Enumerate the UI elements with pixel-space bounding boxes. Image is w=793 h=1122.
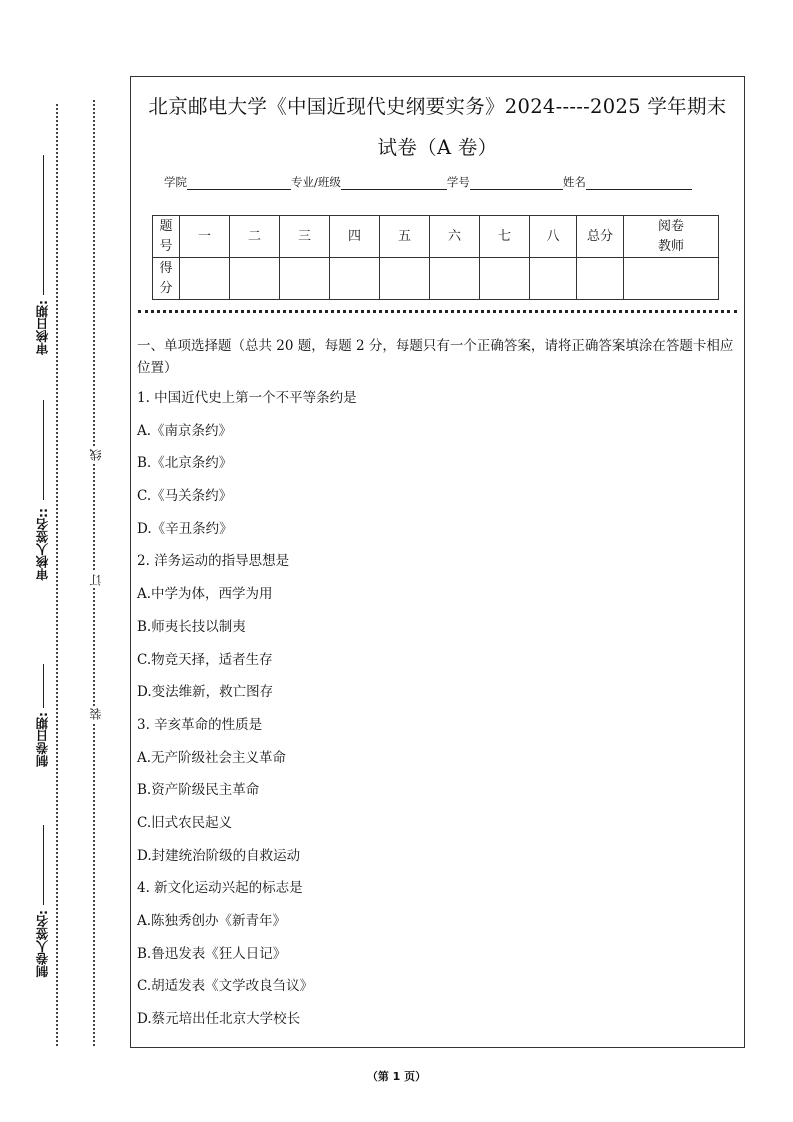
score-cell xyxy=(577,258,624,300)
score-col-8: 八 xyxy=(530,216,577,258)
score-col-6: 六 xyxy=(430,216,480,258)
name-blank[interactable] xyxy=(586,176,692,190)
question-stem: 1. 中国近代史上第一个不平等条约是 xyxy=(137,390,357,406)
score-cell xyxy=(480,258,530,300)
binding-char-ding: 订 xyxy=(89,574,103,586)
score-cell xyxy=(330,258,380,300)
score-table-score-row xyxy=(153,258,719,300)
score-cell xyxy=(230,258,280,300)
score-cell xyxy=(530,258,577,300)
answer-option: C.旧式农民起义 xyxy=(137,814,233,831)
answer-option: A.《南京条约》 xyxy=(137,422,233,439)
score-col-4: 四 xyxy=(330,216,380,258)
question-lines xyxy=(137,389,741,1043)
answer-option: D.《辛丑条约》 xyxy=(137,520,233,537)
score-cell xyxy=(624,258,719,300)
question-stem: 4. 新文化运动兴起的标志是 xyxy=(137,880,303,897)
answer-option: C.胡适发表《文学改良刍议》 xyxy=(137,978,314,995)
score-col-1: 一 xyxy=(180,216,230,258)
answer-option: D.蔡元培出任北京大学校长 xyxy=(137,1011,301,1028)
score-col-3: 三 xyxy=(280,216,330,258)
answer-option: A.无产阶级社会主义革命 xyxy=(137,749,287,766)
answer-option: C.物竞天择，适者生存 xyxy=(137,651,273,668)
score-table-row1-label: 题 号 xyxy=(153,216,180,258)
major-class-label: 专业/班级 xyxy=(291,175,341,189)
score-col-total: 总分 xyxy=(577,216,624,258)
dotted-separator xyxy=(138,310,737,313)
margin-reviewer-date-label: 审核日期: xyxy=(35,300,50,355)
name-label: 姓名 xyxy=(562,175,586,189)
score-cell xyxy=(180,258,230,300)
score-table xyxy=(152,215,719,300)
exam-title-line2: 试卷（A 卷） xyxy=(377,136,498,159)
score-col-5: 五 xyxy=(380,216,430,258)
score-col-2: 二 xyxy=(230,216,280,258)
page-number: （第 1 页） xyxy=(366,1070,427,1083)
margin-reviewer-date-line xyxy=(43,155,44,295)
question-section xyxy=(137,335,741,1043)
margin-reviewer-sign-line xyxy=(43,400,44,500)
student-id-blank[interactable] xyxy=(470,176,563,190)
margin-maker-sign-label: 制卷人签名: xyxy=(35,910,50,978)
dotted-binding-line-outer xyxy=(56,104,58,1046)
answer-option: A.中学为体，西学为用 xyxy=(137,586,273,603)
college-blank[interactable] xyxy=(187,176,291,190)
major-class-blank[interactable] xyxy=(341,176,447,190)
college-label: 学院 xyxy=(164,175,187,189)
score-cell xyxy=(380,258,430,300)
section-heading: 一、单项选择题（总共 20 题，每题 2 分，每题只有一个正确答案，请将正确答案填涂在答题卡相应位置） xyxy=(137,338,734,376)
exam-title-line1: 北京邮电大学《中国近现代史纲要实务》2024-----2025 学年期末 xyxy=(148,95,727,118)
score-col-7: 七 xyxy=(480,216,530,258)
score-table-row2-label: 得 分 xyxy=(153,258,180,300)
answer-option: A.陈独秀创办《新青年》 xyxy=(137,913,287,929)
score-cell xyxy=(430,258,480,300)
score-cell xyxy=(280,258,330,300)
student-info-row xyxy=(164,174,692,190)
answer-option: B.资产阶级民主革命 xyxy=(137,782,260,799)
answer-option: D.封建统治阶级的自救运动 xyxy=(137,847,301,864)
exam-frame xyxy=(130,76,745,1048)
margin-maker-sign-line xyxy=(43,825,44,905)
question-stem: 2. 洋务运动的指导思想是 xyxy=(137,553,290,570)
binding-char-zhuang: 装 xyxy=(89,708,103,720)
answer-option: D.变法维新，救亡图存 xyxy=(137,684,274,701)
score-table-header-row xyxy=(153,216,719,258)
margin-maker-date-label: 制卷日期: xyxy=(35,712,50,767)
answer-option: B.师夷长技以制夷 xyxy=(137,618,246,635)
answer-option: B.鲁迅发表《狂人日记》 xyxy=(137,945,287,962)
binding-char-xian: 线 xyxy=(89,449,103,461)
score-col-grader: 阅卷 教师 xyxy=(624,216,719,258)
answer-option: C.《马关条约》 xyxy=(137,488,233,505)
student-id-label: 学号 xyxy=(446,175,470,189)
question-stem: 3. 辛亥革命的性质是 xyxy=(137,716,263,733)
margin-reviewer-sign-label: 审核人签名:: xyxy=(35,508,50,581)
answer-option: B.《北京条约》 xyxy=(137,455,233,472)
margin-maker-date-line xyxy=(43,664,44,708)
